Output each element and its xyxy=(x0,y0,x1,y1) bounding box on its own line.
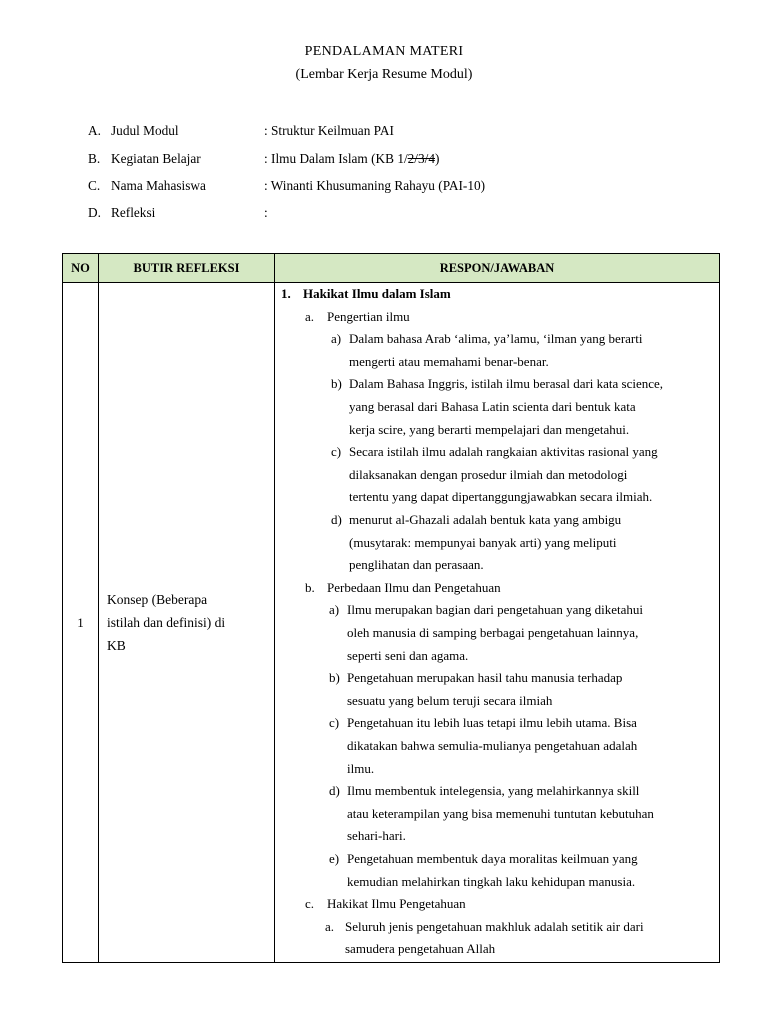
response-text: ilmu. xyxy=(347,760,375,776)
table-row xyxy=(63,283,720,963)
response-text: mengerti atau memahami benar-benar. xyxy=(349,353,549,369)
butir-line: Konsep (Beberapa xyxy=(107,592,208,607)
info-letter: B. xyxy=(88,151,101,166)
response-text: Dalam bahasa Arab ‘alima, ya’lamu, ‘ilman yang berarti xyxy=(349,331,643,347)
list-marker: b) xyxy=(331,376,342,392)
info-label: Judul Modul xyxy=(111,123,179,138)
response-text: Secara istilah ilmu adalah rangkaian aktivitas rasional yang xyxy=(349,444,658,460)
list-marker: d) xyxy=(331,512,342,527)
info-letter: C. xyxy=(88,178,101,193)
column-header-respon: RESPON/JAWABAN xyxy=(275,254,720,283)
column-header-no: NO xyxy=(63,254,99,283)
response-cell xyxy=(275,283,720,963)
page-title: PENDALAMAN MATERI xyxy=(304,44,464,59)
response-text: sesuatu yang belum teruji secara ilmiah xyxy=(347,692,553,708)
response-text: Hakikat Ilmu Pengetahuan xyxy=(327,896,466,912)
value-prefix: : Ilmu Dalam Islam (KB 1/ xyxy=(264,151,408,166)
response-text: dikatakan bahwa semulia-mulianya pengetahuan adalah xyxy=(347,738,638,753)
info-label: Nama Mahasiswa xyxy=(111,178,206,193)
response-text: menurut al-Ghazali adalah bentuk kata yang ambigu xyxy=(349,512,622,527)
response-text: Hakikat Ilmu dalam Islam xyxy=(303,286,451,301)
row-number: 1 xyxy=(63,283,99,963)
response-text: (musytarak: mempunyai banyak arti) yang meliputi xyxy=(349,534,617,550)
list-marker: c) xyxy=(331,444,342,460)
info-value: : Winanti Khusumaning Rahayu (PAI-10) xyxy=(264,178,486,193)
response-text: sehari-hari. xyxy=(347,828,406,844)
info-label: Kegiatan Belajar xyxy=(111,151,201,166)
response-text: oleh manusia di samping berbagai pengetahuan lainnya, xyxy=(347,625,639,640)
butir-line: istilah dan definisi) di xyxy=(107,615,226,630)
response-text: Ilmu membentuk intelegensia, yang melahirkannya skill xyxy=(347,783,640,799)
response-text: Perbedaan Ilmu dan Pengetahuan xyxy=(327,579,501,595)
list-marker: e) xyxy=(329,851,340,866)
response-text: Dalam Bahasa Inggris, istilah ilmu berasal dari kata science, xyxy=(349,376,664,392)
info-letter: D. xyxy=(88,205,101,220)
list-marker: d) xyxy=(329,783,340,799)
response-content xyxy=(275,283,719,962)
response-text: Pengertian ilmu xyxy=(327,308,410,324)
response-text: atau keterampilan yang bisa memenuhi tuntutan kebutuhan xyxy=(347,805,654,821)
page-subtitle: (Lembar Kerja Resume Modul) xyxy=(295,67,473,82)
info-letter: A. xyxy=(88,123,101,138)
butir-cell xyxy=(99,283,275,963)
list-marker: a) xyxy=(331,331,342,347)
value-struck: 2/3/4 xyxy=(407,151,435,166)
response-text: Pengetahuan itu lebih luas tetapi ilmu lebih utama. Bisa xyxy=(347,715,637,731)
info-value xyxy=(264,151,439,167)
list-marker: b) xyxy=(329,670,340,686)
value-suffix: ) xyxy=(435,151,440,166)
list-marker: a. xyxy=(325,918,335,934)
info-label: Refleksi xyxy=(111,205,156,220)
response-text: samudera pengetahuan Allah xyxy=(345,941,496,957)
response-text: Ilmu merupakan bagian dari pengetahuan yang diketahui xyxy=(347,602,644,618)
response-text: Pengetahuan membentuk daya moralitas keilmuan yang xyxy=(347,851,638,866)
list-marker: c. xyxy=(305,896,315,912)
list-marker: a. xyxy=(305,308,315,324)
response-text: yang berasal dari Bahasa Latin scienta dari bentuk kata xyxy=(349,399,636,414)
response-text: kerja scire, yang berarti mempelajari dan mengetahui. xyxy=(349,421,630,437)
info-value: : Struktur Keilmuan PAI xyxy=(264,123,394,138)
info-value: : xyxy=(264,205,268,220)
response-text: kemudian melahirkan tingkah laku kehidupan manusia. xyxy=(347,873,636,889)
reflection-table xyxy=(62,253,720,963)
response-text: penglihatan dan perasaan. xyxy=(349,557,484,573)
butir-line: KB xyxy=(107,638,126,653)
column-header-butir: BUTIR REFLEKSI xyxy=(99,254,275,283)
list-marker: c) xyxy=(329,715,340,731)
response-text: seperti seni dan agama. xyxy=(347,647,469,663)
list-marker: b. xyxy=(305,579,315,595)
response-text: Seluruh jenis pengetahuan makhluk adalah setitik air dari xyxy=(345,918,644,934)
response-text: tertentu yang dapat dipertanggungjawabkan secara ilmiah. xyxy=(349,489,653,505)
list-marker: 1. xyxy=(281,286,291,301)
table-header-row xyxy=(63,254,720,283)
response-text: Pengetahuan merupakan hasil tahu manusia terhadap xyxy=(347,670,623,686)
list-marker: a) xyxy=(329,602,340,618)
response-text: dilaksanakan dengan prosedur ilmiah dan metodologi xyxy=(349,466,628,482)
